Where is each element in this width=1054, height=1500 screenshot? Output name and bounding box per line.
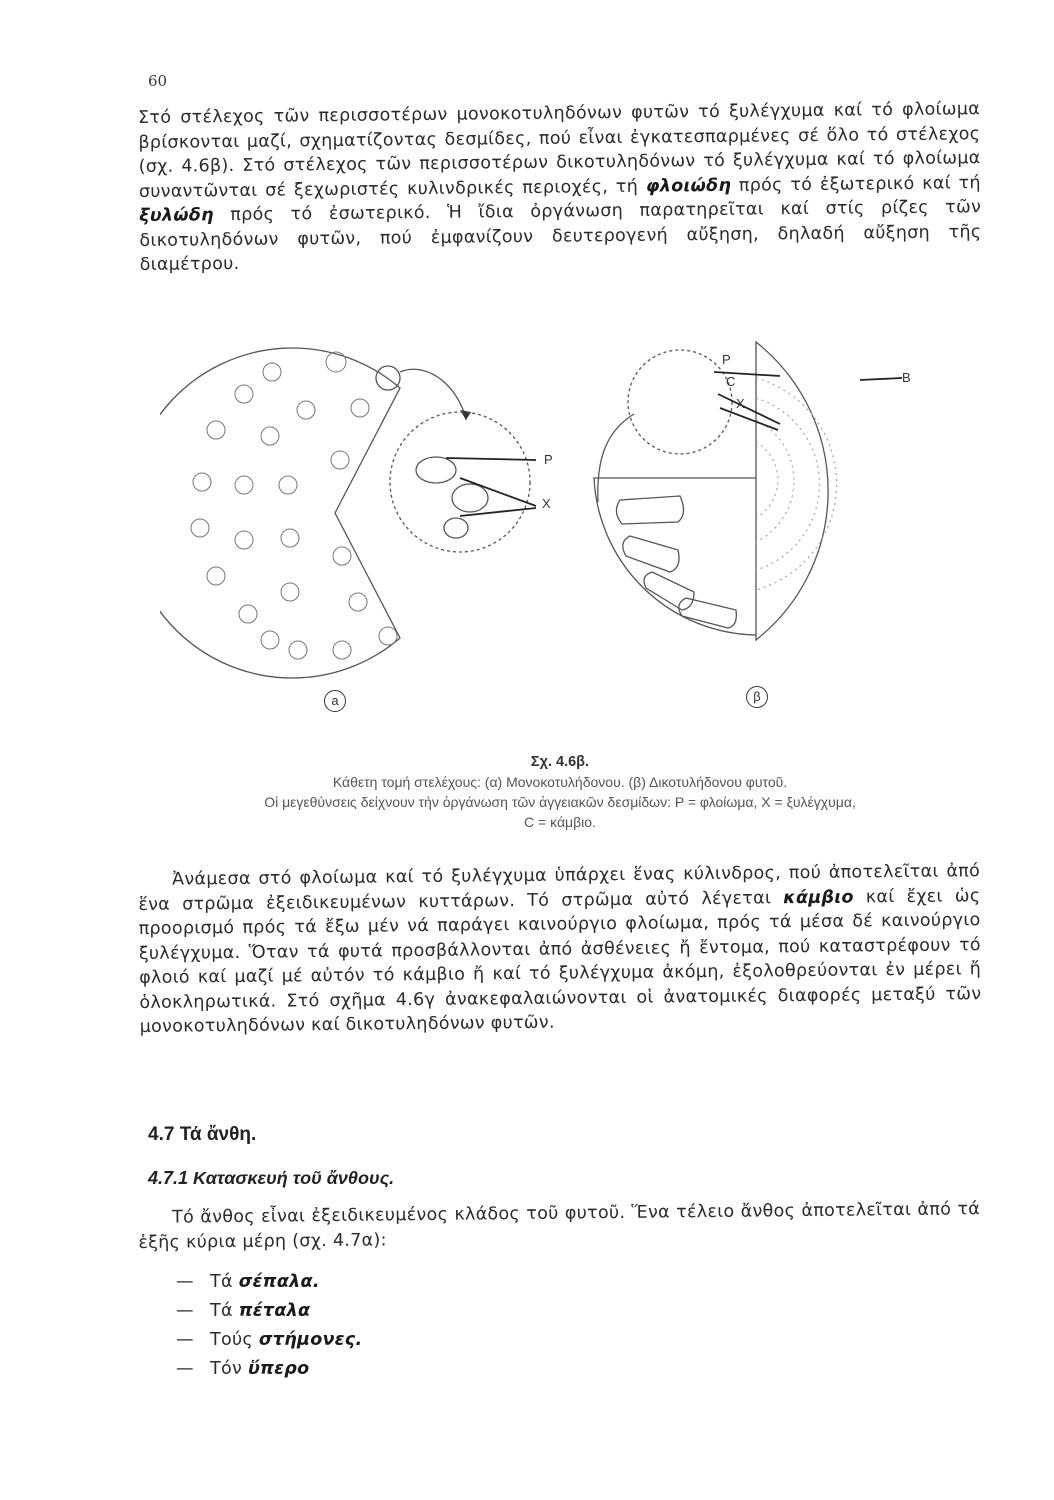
caption-line: Κάθετη τομή στελέχους: (α) Μονοκοτυλήδονου. (β) Δικοτυλήδονου φυτοῦ. xyxy=(332,774,788,790)
label-b-b: B xyxy=(902,370,911,385)
caption-line: Οἱ μεγεθύνσεις δείχνουν τήν ὀργάνωση τῶν ἀγγειακῶν δεσμίδων: Ρ = φλοίωμα, Χ = ξυλέγχυμα, xyxy=(264,794,856,810)
list-dash: — xyxy=(176,1359,194,1379)
list-keyword: ὕπερο xyxy=(247,1359,310,1379)
paragraph-stem-structure xyxy=(138,97,982,277)
pointer-x-a1 xyxy=(460,478,536,506)
dicot-bundle-1 xyxy=(616,496,683,524)
dicot-bundle-4 xyxy=(679,598,737,628)
list-prefix: Τά xyxy=(210,1301,239,1321)
label-p-a: P xyxy=(544,452,553,467)
label-p-b: P xyxy=(722,352,731,367)
list-keyword: πέταλα xyxy=(238,1301,311,1321)
list-dash: — xyxy=(176,1301,194,1321)
monocot-cross-section-outline xyxy=(160,348,400,678)
dicot-outer-wedge xyxy=(756,342,828,640)
list-keyword: στήμονες. xyxy=(258,1330,363,1350)
term-phloic: φλοιώδη xyxy=(645,175,732,197)
pointer-p-a xyxy=(446,458,536,460)
dicot-bundle-3 xyxy=(644,572,694,610)
dicot-bundle-2 xyxy=(623,536,679,572)
paragraph-text: πρός τό ἐσωτερικό. Ἡ ἴδια ὀργάνωση παρατηρεῖται καί στίς ρίζες τῶν δικοτυληδόνων φυτῶν, πού ἐμφανίζουν δευτερογενή αὔξηση, δηλαδή αὔξηση τῆς διαμέτρου. xyxy=(139,197,982,275)
panel-b-label: β xyxy=(746,686,768,708)
term-xylic: ξυλώδη xyxy=(139,205,214,226)
list-prefix: Τούς xyxy=(210,1330,259,1350)
list-prefix: Τά xyxy=(210,1272,239,1292)
list-dash: — xyxy=(176,1272,194,1292)
term-cambium: κάμβιο xyxy=(783,887,854,908)
paragraph-cambium xyxy=(138,859,982,1039)
list-item xyxy=(176,1326,362,1355)
label-c-b: C xyxy=(726,374,736,389)
label-x-a: X xyxy=(542,496,551,511)
vascular-bundles xyxy=(191,352,397,659)
caption-title: Σχ. 4.6β. xyxy=(530,754,590,770)
dicot-section xyxy=(594,342,902,640)
list-dash: — xyxy=(176,1330,194,1350)
paragraph-text: καί ἔχει ὡς προορισμό πρός τά ἔξω μέν νά παράγει καινούργιο φλοίωμα, πρός τά μέσα δέ καινούργιο ξυλέγχυμα. Ὅταν τά φυτά προσβάλλονται ἀπό ἀσθένειες ἤ ἔντομα, πού καταστρέφουν τό φλοιό καί μαζί μέ αὐτόν τό κάμβιο ἤ καί τό ξυλέγχυμα ἀκόμη, ἐξολοθρεύονται ἐν μέρει ἤ ὁλοκληρωτικά. Στό σχῆμα 4.6γ ἀνακεφαλαιώνονται οἱ ἀνατομικές διαφορές μεταξύ τῶν μονοκοτυληδόνων καί δικοτυληδόνων φυτῶν. xyxy=(138,885,982,1037)
paragraph-text: Τό ἄνθος εἶναι ἐξειδικευμένος κλάδος τοῦ φυτοῦ. Ἕνα τέλειο ἄνθος ἀποτελεῖται ἀπό τά ἑξῆς κύρια μέρη (σχ. 4.7α): xyxy=(138,1199,981,1253)
flower-parts-list xyxy=(176,1268,362,1384)
list-keyword: σέπαλα. xyxy=(238,1272,320,1292)
stem-diagram xyxy=(160,330,950,730)
dicot-magnify-arrow xyxy=(598,414,634,502)
label-x-b: X xyxy=(736,396,745,411)
subsection-heading: 4.7.1 Κατασκευή τοῦ ἄνθους. xyxy=(148,1168,395,1188)
section-heading: 4.7 Τά ἄνθη. xyxy=(148,1124,257,1145)
paragraph-text: Στό στέλεχος τῶν περισσοτέρων μονοκοτυληδόνων φυτῶν τό ξυλέγχυμα καί τό φλοίωμα βρίσκονται μαζί, σχηματίζοντας δεσμίδες, πού εἶναι ἐγκατεσπαρμένες σέ ὅλο τό στέλεχος (σχ. 4.6β). Στό στέλεχος τῶν περισσοτέρων δικοτυληδόνων τό ξυλέγχυμα καί τό φλοίωμα συναντῶνται σέ ξεχωριστές κυλινδρικές περιοχές, τή xyxy=(138,99,981,202)
figure-stem-cross-sections xyxy=(160,330,950,730)
page-number: 60 xyxy=(148,72,168,90)
bundle-magnification xyxy=(390,412,530,552)
caption-line: C = κάμβιο. xyxy=(524,814,596,830)
paragraph-text: Ἀνάμεσα στό φλοίωμα καί τό ξυλέγχυμα ὑπάρχει ἕνας κύλινδρος, πού ἀποτελεῖται ἀπό ἕνα στρῶμα ἐξειδικευμένων κυττάρων. Τό στρῶμα αὐτό λέγεται xyxy=(138,861,981,915)
paragraph-flower xyxy=(138,1197,980,1255)
panel-a-label: a xyxy=(324,690,346,712)
list-prefix: Τόν xyxy=(210,1359,248,1379)
pointer-b xyxy=(860,378,902,380)
figure-caption xyxy=(130,752,990,832)
list-item xyxy=(176,1268,362,1297)
monocot-section xyxy=(160,348,536,678)
list-item xyxy=(176,1355,362,1384)
list-item xyxy=(176,1297,362,1326)
paragraph-text: πρός τό ἐξωτερικό καί τή xyxy=(731,172,981,196)
dicot-magnification xyxy=(628,350,732,454)
